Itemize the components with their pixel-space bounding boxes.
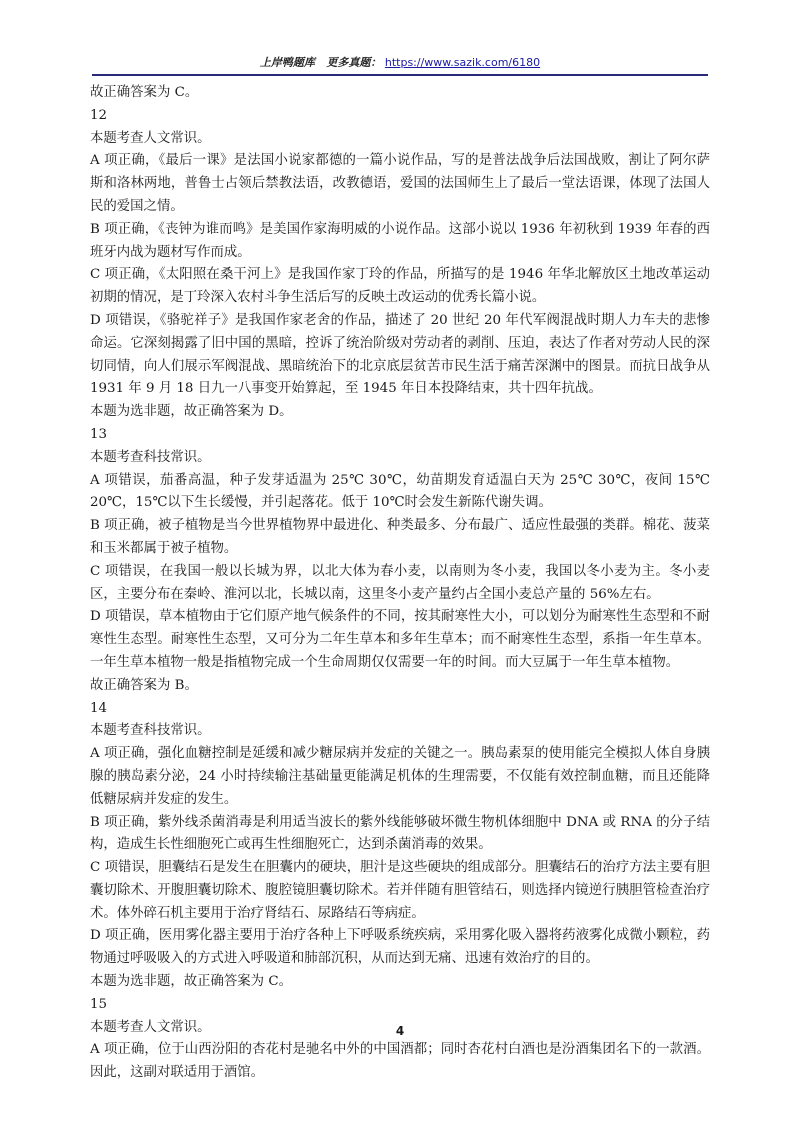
header-divider [92,74,708,76]
header-brand: 上岸鸭题库 [259,56,315,69]
topic-line: 本题考查科技常识。 [90,449,211,465]
option-explanation: B 项正确，紫外线杀菌消毒是利用适当波长的紫外线能够破坏微生物机体细胞中 DNA 或 RNA 的分子结构，造成生长性细胞死亡或再生性细胞死亡，达到杀菌消毒的效果。 [90,814,710,853]
answer-line: 故正确答案为 B。 [90,677,198,693]
answer-line: 本题为选非题，故正确答案为 C。 [90,974,292,990]
question-number: 15 [90,996,108,1012]
header-source-label: 更多真题： [326,56,382,69]
option-explanation: A 项错误，茄番高温，种子发芽适温为 25℃ 30℃，幼苗期发育适温白天为 25℃ 30℃，夜间 15℃ 20℃，15℃以下生长缓慢，并引起落花。低于 10℃时会发生新陈代谢失调。 [90,472,710,511]
page-number: 4 [395,1024,405,1038]
document-body [90,82,710,1085]
option-explanation: B 项正确，被子植物是当今世界植物界中最进化、种类最多、分布最广、适应性最强的类群。棉花、菠菜和玉米都属于被子植物。 [90,518,710,556]
answer-line: 本题为选非题，故正确答案为 D。 [90,404,293,420]
option-explanation: C 项正确，《太阳照在桑干河上》是我国作家丁玲的作品，所描写的是 1946 年华北解放区土地改革运动初期的情况，是丁玲深入农村斗争生活后写的反映土改运动的优秀长篇小说。 [90,267,710,306]
topic-line: 本题考查人文常识。 [90,1019,211,1035]
option-explanation: A 项正确，强化血糖控制是延缓和减少糖尿病并发症的关键之一。胰岛素泵的使用能完全模拟人体自身胰腺的胰岛素分泌，24 小时持续输注基础量更能满足机体的生理需要，不仅能有效控制血糖，而且还能降低糖尿病并发症的发生。 [90,746,710,807]
topic-line: 本题考查人文常识。 [90,130,211,146]
question-number: 14 [90,700,108,716]
topic-line: 本题考查科技常识。 [90,723,211,739]
option-explanation: D 项错误，草本植物由于它们原产地气候条件的不同，按其耐寒性大小，可以划分为耐寒性生态型和不耐寒性生态型。耐寒性生态型，又可分为二年生草本和多年生草本；而不耐寒性生态型，系指一年生草本。一年生草本植物一般是指植物完成一个生命周期仅仅需要一年的时间。而大豆属于一年生草本植物。 [90,609,710,670]
answer-line: 故正确答案为 C。 [90,85,199,100]
option-explanation: D 项错误，《骆驼祥子》是我国作家老舍的作品，描述了 20 世纪 20 年代军阀混战时期人力车夫的悲惨命运。它深刻揭露了旧中国的黑暗，控诉了统治阶级对劳动者的剥削、压迫，表达了作者对劳动人民的深切同情，向人们展示军阀混战、黑暗统治下的北京底层贫苦市民生活于痛苦深渊中的图景。而抗日战争从 1931 年 9 月 18 日九一八事变开始算起，至 1945 年日本投降结束，共十四年抗战。 [90,312,710,397]
option-explanation: B 项正确，《丧钟为谁而鸣》是美国作家海明威的小说作品。这部小说以 1936 年初秋到 1939 年春的西班牙内战为题材写作而成。 [90,221,710,260]
header-source-link[interactable]: https://www.sazik.com/6180 [384,56,541,69]
option-explanation: A 项正确，位于山西汾阳的杏花村是驰名中外的中国酒都；同时杏花村白酒也是汾酒集团名下的一款酒。因此，这副对联适用于酒馆。 [90,1042,710,1081]
page-header [92,54,708,76]
question-number: 13 [90,426,108,442]
option-explanation: C 项错误，胆囊结石是发生在胆囊内的硬块，胆汁是这些硬块的组成部分。胆囊结石的治疗方法主要有胆囊切除术、开腹胆囊切除术、腹腔镜胆囊切除术。若并伴随有胆管结石，则选择内镜逆行胰胆管检查治疗术。体外碎石机主要用于治疗肾结石、尿路结石等病症。 [90,860,710,921]
option-explanation: C 项错误，在我国一般以长城为界，以北大体为春小麦，以南则为冬小麦，我国以冬小麦为主。冬小麦区，主要分布在秦岭、淮河以北，长城以南，这里冬小麦产量约占全国小麦总产量的 56%左右。 [90,563,710,602]
option-explanation: A 项正确，《最后一课》是法国小说家都德的一篇小说作品，写的是普法战争后法国战败，割让了阿尔萨斯和洛林两地，普鲁士占领后禁教法语，改教德语，爱国的法国师生上了最后一堂法语课，体现了法国人民的爱国之情。 [90,153,710,214]
option-explanation: D 项正确，医用雾化器主要用于治疗各种上下呼吸系统疾病，采用雾化吸入器将药液雾化成微小颗粒，药物通过呼吸吸入的方式进入呼吸道和肺部沉积，从而达到无痛、迅速有效治疗的目的。 [90,928,710,967]
question-number: 12 [90,107,108,123]
